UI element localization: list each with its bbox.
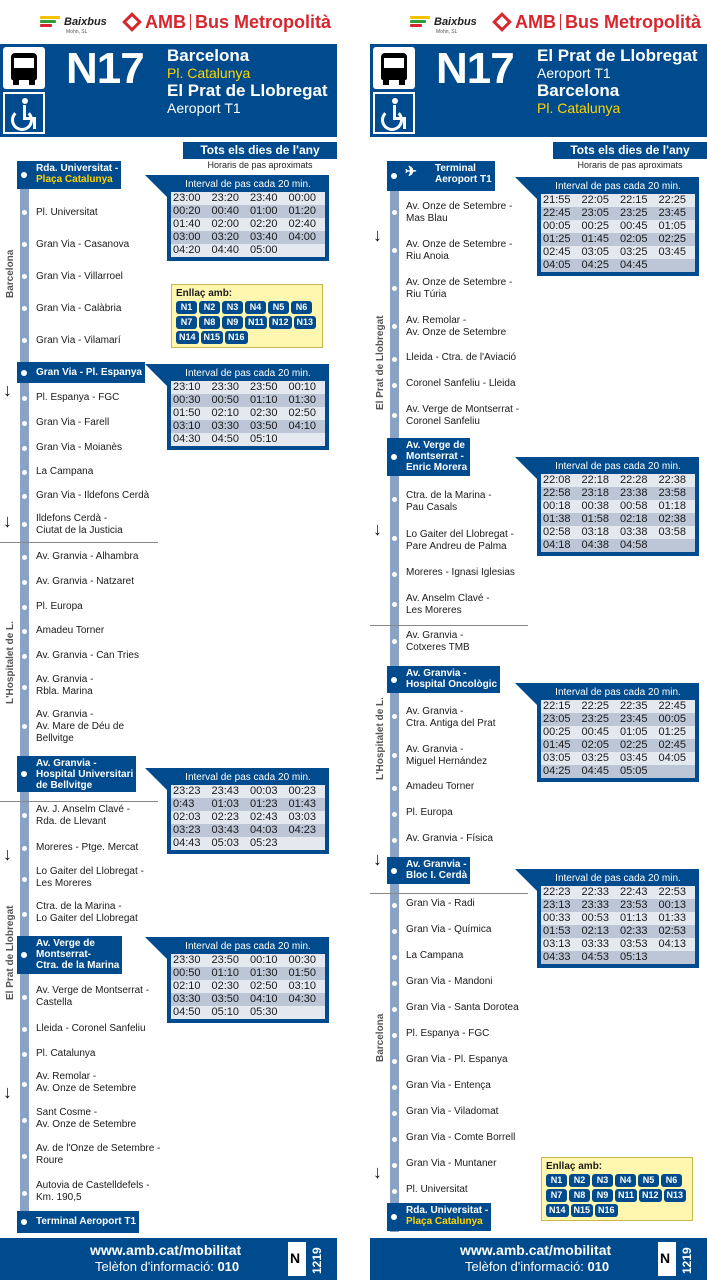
schedule-table: 22:08 22:18 22:28 22:38 22:58 23:18 23:38 23:58 00:18 00:38 00:58 01:18 01:38 01:58 02:18 02:38 02:58 03:18 03:38 03:58 04:18 04:38 04:58 bbox=[541, 474, 695, 552]
stop-dot bbox=[22, 421, 27, 426]
wheelchair-icon bbox=[3, 92, 45, 134]
destination-2-sub: Aeroport T1 bbox=[167, 100, 241, 116]
route-track bbox=[20, 162, 29, 1232]
direction-arrow-icon: ↓ bbox=[3, 511, 12, 531]
connection-chip: N7 bbox=[546, 1189, 567, 1202]
major-stop: ✈ Terminal Aeroport T1 bbox=[387, 161, 495, 191]
stop: Ctra. de la Marina - Pau Casals bbox=[406, 490, 492, 513]
bus-icon bbox=[3, 47, 45, 89]
connection-chip: N16 bbox=[595, 1204, 618, 1217]
stop: Gran Via - Villarroel bbox=[36, 271, 123, 282]
stop-dot bbox=[392, 955, 397, 960]
destination-2: Barcelona bbox=[537, 81, 620, 100]
zone-label: Barcelona bbox=[375, 1013, 386, 1062]
direction-arrow-icon: ↓ bbox=[373, 849, 382, 869]
stop: Sant Cosme - Av. Onze de Setembre bbox=[36, 1107, 137, 1130]
stop: Av. Granvia - Alhambra bbox=[36, 551, 139, 562]
stop: Gran Via - Muntaner bbox=[406, 1158, 497, 1169]
destination-1: Barcelona bbox=[167, 46, 250, 65]
stop-dot bbox=[392, 1007, 397, 1012]
stop-dot bbox=[392, 714, 397, 719]
airplane-icon: ✈ bbox=[405, 163, 417, 179]
stop: Ctra. de la Marina - Lo Gaiter del Llobregat bbox=[36, 901, 138, 924]
connection-chip: N15 bbox=[201, 331, 224, 344]
night-bus-icon: N bbox=[288, 1242, 306, 1276]
logos-bar: Baixbus Mohn, SL AMB Bus Metropolità bbox=[0, 8, 337, 40]
schedule-table: 23:00 23:20 23:40 00:00 00:20 00:40 01:00 01:20 01:40 02:00 02:20 02:40 03:00 03:20 03:40 04:00 04:20 04:40 05:00 bbox=[171, 192, 325, 257]
zone-label: L'Hospitalet de L. bbox=[5, 621, 16, 704]
stop-dot bbox=[392, 1111, 397, 1116]
stop-dot bbox=[22, 1052, 27, 1057]
destination-1: El Prat de Llobregat bbox=[537, 46, 698, 65]
connection-chip: N3 bbox=[592, 1174, 613, 1187]
major-stop: Terminal Aeroport T1 bbox=[17, 1211, 139, 1233]
stop-dot bbox=[392, 1059, 397, 1064]
stop-dot bbox=[22, 494, 27, 499]
stop: Lo Gaiter del Llobregat - Les Moreres bbox=[36, 866, 144, 889]
connection-chip: N11 bbox=[615, 1189, 637, 1202]
connection-chip: N5 bbox=[638, 1174, 659, 1187]
stop: Gran Via - Moianès bbox=[36, 442, 122, 453]
connection-chip: N2 bbox=[569, 1174, 590, 1187]
destination-1-sub: Pl. Catalunya bbox=[167, 65, 251, 81]
stop: Av. Verge de Montserrat - Castella bbox=[36, 985, 150, 1008]
stop: Av. Onze de Setembre - Riu Túria bbox=[406, 277, 513, 300]
direction-arrow-icon: ↓ bbox=[373, 519, 382, 539]
zone-label: L'Hospitalet de L. bbox=[375, 697, 386, 780]
connection-chip: N9 bbox=[222, 316, 243, 329]
connection-chip: N7 bbox=[176, 316, 197, 329]
stop: Av. Verge de Montserrat - Coronel Sanfeliu bbox=[406, 404, 520, 427]
left-timetable bbox=[0, 0, 337, 1280]
stop: Pl. Espanya - FGC bbox=[406, 1028, 490, 1039]
stop-dot bbox=[22, 1154, 27, 1159]
stop: Av. Onze de Setembre - Mas Blau bbox=[406, 201, 513, 224]
connections-box: Enllaç amb: N1 N2 N3 N4 N5 N6 N7 N8 N9 N11 N12 N13 N14 N15 N16 bbox=[541, 1157, 693, 1221]
sheet-code: 1219 bbox=[310, 1247, 324, 1274]
stop: Amadeu Torner bbox=[36, 625, 105, 636]
stop: Moreres - Ptge. Mercat bbox=[36, 842, 139, 853]
stop-dot bbox=[22, 446, 27, 451]
stop-dot bbox=[22, 522, 27, 527]
connection-chip: N6 bbox=[291, 301, 312, 314]
direction-arrow-icon: ↓ bbox=[373, 225, 382, 245]
connection-chip: N4 bbox=[615, 1174, 636, 1187]
stop: Amadeu Torner bbox=[406, 781, 475, 792]
connection-chip: N14 bbox=[176, 331, 199, 344]
destination-1-sub: Aeroport T1 bbox=[537, 65, 611, 81]
schedule-table: 23:23 23:43 00:03 00:23 0:43 01:03 01:23 01:43 02:03 02:23 02:43 03:03 03:23 03:43 04:03 04:23 04:43 05:03 05:23 bbox=[171, 785, 325, 850]
bus-icon bbox=[373, 47, 415, 89]
destination-2-sub: Pl. Catalunya bbox=[537, 100, 621, 116]
stop-dot bbox=[22, 555, 27, 560]
amb-logo: AMB Bus Metropolità bbox=[495, 12, 701, 33]
connection-chip: N3 bbox=[222, 301, 243, 314]
connection-chip: N16 bbox=[225, 331, 248, 344]
stop: Av. Granvia - Natzaret bbox=[36, 576, 134, 587]
major-stop: Av. Granvia - Bloc I. Cerdà bbox=[387, 857, 470, 884]
zone-label: El Prat de Llobregat bbox=[375, 315, 386, 410]
stop-dot bbox=[392, 1085, 397, 1090]
connection-chip: N8 bbox=[199, 316, 220, 329]
zone-divider bbox=[370, 625, 528, 626]
stop: Av. de l'Onze de Setembre - Roure bbox=[36, 1143, 161, 1166]
stop-dot bbox=[22, 396, 27, 401]
connection-chip: N1 bbox=[546, 1174, 567, 1187]
stop: Pl. Espanya - FGC bbox=[36, 392, 120, 403]
stop: Gran Via - Farell bbox=[36, 417, 110, 428]
stop: Autovia de Castelldefels - Km. 190,5 bbox=[36, 1180, 150, 1203]
schedule-panel: Interval de pas cada 20 min. 23:30 23:50 00:10 00:30 00:50 01:10 01:30 01:50 02:10 02:30 02:50 03:10 03:30 03:50 04:10 04:30 04:50 05:10 05:30 bbox=[167, 937, 329, 1023]
amb-logo: AMB Bus Metropolità bbox=[125, 12, 331, 33]
stop-dot bbox=[22, 846, 27, 851]
stop: Lleida - Ctra. de l'Aviació bbox=[406, 352, 517, 363]
stop: Av. Remolar - Av. Onze de Setembre bbox=[36, 1071, 137, 1094]
service-days: Tots els dies de l'any bbox=[553, 142, 707, 159]
schedule-panel: Interval de pas cada 20 min. 21:55 22:05 22:15 22:25 22:45 23:05 23:25 23:45 00:05 00:25 00:45 01:05 01:25 01:45 02:05 02:25 02:45 03:05 03:25 03:45 04:05 04:25 04:45 bbox=[537, 177, 699, 276]
stop: Pl. Universitat bbox=[406, 1184, 468, 1195]
connection-chip: N13 bbox=[294, 316, 317, 329]
stop: Av. Granvia - Rbla. Marina bbox=[36, 674, 94, 697]
connection-chip: N13 bbox=[664, 1189, 687, 1202]
stop-dot bbox=[392, 497, 397, 502]
stop: Av. J. Anselm Clavé - Rda. de Llevant bbox=[36, 804, 131, 827]
stop-dot bbox=[392, 286, 397, 291]
direction-arrow-icon: ↓ bbox=[373, 1162, 382, 1182]
major-stop: Av. Granvia - Hospital Oncològic bbox=[387, 666, 500, 693]
stop-dot bbox=[392, 1163, 397, 1168]
stop-dot bbox=[392, 1137, 397, 1142]
stop-dot bbox=[392, 929, 397, 934]
logos-bar: Baixbus Mohn, SL AMB Bus Metropolità bbox=[370, 8, 707, 40]
stop: Av. Granvia - Cotxeres TMB bbox=[406, 630, 470, 653]
stop-dot bbox=[22, 629, 27, 634]
zone-divider bbox=[0, 542, 158, 543]
route-header bbox=[0, 44, 337, 137]
destination-2: El Prat de Llobregat bbox=[167, 81, 328, 100]
stop: Gran Via - Química bbox=[406, 924, 492, 935]
stop: Gran Via - Pl. Espanya bbox=[406, 1054, 508, 1065]
website-link[interactable]: www.amb.cat/mobilitat bbox=[460, 1242, 612, 1258]
night-bus-icon: N bbox=[658, 1242, 676, 1276]
stop-dot bbox=[392, 786, 397, 791]
major-stop: Gran Via - Pl. Espanya bbox=[17, 362, 145, 383]
stop: Gran Via - Ildefons Cerdà bbox=[36, 490, 150, 501]
schedule-table: 23:30 23:50 00:10 00:30 00:50 01:10 01:30 01:50 02:10 02:30 02:50 03:10 03:30 03:50 04:10 04:30 04:50 05:10 05:30 bbox=[171, 954, 325, 1019]
stop-dot bbox=[392, 413, 397, 418]
connection-chip: N6 bbox=[661, 1174, 682, 1187]
major-stop: Av. Verge de Montserrat - Enric Morera bbox=[387, 438, 470, 476]
stop: Gran Via - Casanova bbox=[36, 239, 130, 250]
connection-chip: N15 bbox=[571, 1204, 594, 1217]
stop-dot bbox=[392, 1033, 397, 1038]
schedule-panel: Interval de pas cada 20 min. 22:23 22:33 22:43 22:53 23:13 23:33 23:53 00:13 00:33 00:53 01:13 01:33 01:53 02:13 02:33 02:53 03:13 03:33 03:53 04:13 04:33 04:53 05:13 bbox=[537, 869, 699, 968]
stop: Av. Onze de Setembre - Riu Anoia bbox=[406, 239, 513, 262]
stop: Gran Via - Viladomat bbox=[406, 1106, 499, 1117]
stop: Gran Via - Vilamarí bbox=[36, 335, 121, 346]
stop-dot bbox=[22, 470, 27, 475]
stop-dot bbox=[22, 580, 27, 585]
wheelchair-icon bbox=[373, 92, 415, 134]
stop-dot bbox=[392, 248, 397, 253]
connection-chip: N5 bbox=[268, 301, 289, 314]
stop-dot bbox=[22, 1027, 27, 1032]
service-days: Tots els dies de l'any bbox=[183, 142, 337, 159]
amb-diamond-icon bbox=[122, 12, 142, 32]
connection-chip: N8 bbox=[569, 1189, 590, 1202]
schedule-table: 22:15 22:25 22:35 22:45 23:05 23:25 23:45 00:05 00:25 00:45 01:05 01:25 01:45 02:05 02:25 02:45 03:05 03:25 03:45 04:05 04:25 04:45 05:05 bbox=[541, 700, 695, 778]
approx-note: Horaris de pas aproximats bbox=[207, 160, 313, 170]
schedule-table: 21:55 22:05 22:15 22:25 22:45 23:05 23:25 23:45 00:05 00:25 00:45 01:05 01:25 01:45 02:05 02:25 02:45 03:05 03:25 03:45 04:05 04:25 04:45 bbox=[541, 194, 695, 272]
schedule-panel: Interval de pas cada 20 min. 22:15 22:25 22:35 22:45 23:05 23:25 23:45 00:05 00:25 00:45 01:05 01:25 01:45 02:05 02:25 02:45 03:05 03:25 03:45 04:05 04:25 04:45 05:05 bbox=[537, 683, 699, 782]
stop: Pl. Europa bbox=[36, 601, 83, 612]
stop-dot bbox=[22, 724, 27, 729]
stop-dot bbox=[22, 306, 27, 311]
amb-diamond-icon bbox=[492, 12, 512, 32]
stop: La Campana bbox=[36, 466, 94, 477]
stop: Av. Anselm Clavé - Les Moreres bbox=[406, 593, 490, 616]
stop: Av. Granvia - Ctra. Antiga del Prat bbox=[406, 706, 496, 729]
stop: Lleida - Coronel Sanfeliu bbox=[36, 1023, 146, 1034]
stop: Lo Gaiter del Llobregat - Pare Andreu de Palma bbox=[406, 529, 514, 552]
stop-dot bbox=[392, 357, 397, 362]
stop-dot bbox=[392, 903, 397, 908]
stop: Av. Granvia - Can Tries bbox=[36, 650, 139, 661]
stop: Coronel Sanfeliu - Lleida bbox=[406, 378, 516, 389]
stop-dot bbox=[22, 338, 27, 343]
stop-dot bbox=[392, 1189, 397, 1194]
stop-dot bbox=[22, 813, 27, 818]
connection-chip: N9 bbox=[592, 1189, 613, 1202]
schedule-panel: Interval de pas cada 20 min. 23:00 23:20 23:40 00:00 00:20 00:40 01:00 01:20 01:40 02:00 02:20 02:40 03:00 03:20 03:40 04:00 04:20 04:40 05:00 bbox=[167, 175, 329, 261]
stop-dot bbox=[392, 602, 397, 607]
stop-dot bbox=[392, 210, 397, 215]
sheet-code: 1219 bbox=[680, 1247, 694, 1274]
stop: Gran Via - Calàbria bbox=[36, 303, 122, 314]
stop: Gran Via - Santa Dorotea bbox=[406, 1002, 519, 1013]
zone-label: Barcelona bbox=[5, 249, 16, 298]
stop: Av. Granvia - Física bbox=[406, 833, 493, 844]
connection-chip: N14 bbox=[546, 1204, 569, 1217]
direction-arrow-icon: ↓ bbox=[3, 844, 12, 864]
connection-chip: N1 bbox=[176, 301, 197, 314]
stop: Gran Via - Entença bbox=[406, 1080, 491, 1091]
connection-chip: N2 bbox=[199, 301, 220, 314]
stop-dot bbox=[392, 753, 397, 758]
stop-dot bbox=[392, 812, 397, 817]
stop-dot bbox=[22, 912, 27, 917]
approx-note: Horaris de pas aproximats bbox=[577, 160, 683, 170]
major-stop: Av. Verge de Montserrat- Ctra. de la Marina bbox=[17, 936, 122, 974]
connection-chip: N12 bbox=[639, 1189, 662, 1202]
stop-dot bbox=[22, 605, 27, 610]
schedule-table: 22:23 22:33 22:43 22:53 23:13 23:33 23:53 00:13 00:33 00:53 01:13 01:33 01:53 02:13 02:33 02:53 03:13 03:33 03:53 04:13 04:33 04:53 05:13 bbox=[541, 886, 695, 964]
stop-dot bbox=[392, 324, 397, 329]
stop-dot bbox=[22, 274, 27, 279]
major-stop: Rda. Universitat - Plaça Catalunya bbox=[17, 161, 121, 189]
phone-info: Telèfon d'informació: 010 bbox=[465, 1259, 610, 1274]
schedule-panel: Interval de pas cada 20 min. 23:23 23:43 00:03 00:23 0:43 01:03 01:23 01:43 02:03 02:23 02:43 03:03 03:23 03:43 04:03 04:23 04:43 05:03 05:23 bbox=[167, 768, 329, 854]
stop-dot bbox=[22, 1118, 27, 1123]
direction-arrow-icon: ↓ bbox=[3, 380, 12, 400]
route-header bbox=[370, 44, 707, 137]
stop: Av. Remolar - Av. Onze de Setembre bbox=[406, 315, 507, 338]
stop: Gran Via - Mandoni bbox=[406, 976, 493, 987]
stop-dot bbox=[392, 572, 397, 577]
schedule-panel: Interval de pas cada 20 min. 22:08 22:18 22:28 22:38 22:58 23:18 23:38 23:58 00:18 00:38 00:58 01:18 01:38 01:58 02:18 02:38 02:58 03:18 03:38 03:58 04:18 04:38 04:58 bbox=[537, 457, 699, 556]
website-link[interactable]: www.amb.cat/mobilitat bbox=[90, 1242, 242, 1258]
zone-label: El Prat de Llobregat bbox=[5, 905, 16, 1000]
stop-dot bbox=[22, 1082, 27, 1087]
connection-chip: N11 bbox=[245, 316, 267, 329]
stop: Ildefons Cerdà - Ciutat de la Justicia bbox=[36, 513, 123, 536]
stop-dot bbox=[392, 383, 397, 388]
line-code: N17 bbox=[66, 44, 144, 93]
schedule-table: 23:10 23:30 23:50 00:10 00:30 00:50 01:10 01:30 01:50 02:10 02:30 02:50 03:10 03:30 03:50 04:10 04:30 04:50 05:10 bbox=[171, 381, 325, 446]
phone-info: Telèfon d'informació: 010 bbox=[95, 1259, 240, 1274]
stop: Moreres - Ignasi Iglesias bbox=[406, 567, 515, 578]
stop-dot bbox=[22, 995, 27, 1000]
stop-dot bbox=[392, 981, 397, 986]
stop-dot bbox=[392, 838, 397, 843]
stop-dot bbox=[22, 242, 27, 247]
stop-dot bbox=[22, 685, 27, 690]
stop: Pl. Europa bbox=[406, 807, 453, 818]
stop: Av. Granvia - Av. Mare de Déu de Bellvitge bbox=[36, 709, 125, 744]
stop: Pl. Universitat bbox=[36, 207, 98, 218]
stop: Pl. Catalunya bbox=[36, 1048, 96, 1059]
major-stop: Av. Granvia - Hospital Universitari de Bellvitge bbox=[17, 756, 136, 792]
footer bbox=[370, 1238, 707, 1280]
zone-divider bbox=[370, 893, 528, 894]
stop: Gran Via - Radi bbox=[406, 898, 475, 909]
stop-dot bbox=[22, 1191, 27, 1196]
connections-box: Enllaç amb: N1 N2 N3 N4 N5 N6 N7 N8 N9 N11 N12 N13 N14 N15 N16 bbox=[171, 284, 323, 348]
footer bbox=[0, 1238, 337, 1280]
stop: Av. Granvia - Miguel Hernández bbox=[406, 744, 488, 767]
zone-divider bbox=[0, 801, 158, 802]
stop-dot bbox=[22, 877, 27, 882]
route-track bbox=[390, 162, 399, 1232]
stop-dot bbox=[392, 639, 397, 644]
schedule-panel: Interval de pas cada 20 min. 23:10 23:30 23:50 00:10 00:30 00:50 01:10 01:30 01:50 02:10 02:30 02:50 03:10 03:30 03:50 04:10 04:30 04:50 05:10 bbox=[167, 364, 329, 450]
stop-dot bbox=[392, 536, 397, 541]
major-stop: Rda. Universitat - Plaça Catalunya bbox=[387, 1203, 491, 1231]
connection-chip: N4 bbox=[245, 301, 266, 314]
stop: La Campana bbox=[406, 950, 464, 961]
line-code: N17 bbox=[436, 44, 514, 93]
stop-dot bbox=[22, 210, 27, 215]
direction-arrow-icon: ↓ bbox=[3, 1082, 12, 1102]
connection-chip: N12 bbox=[269, 316, 292, 329]
stop: Gran Via - Comte Borrell bbox=[406, 1132, 516, 1143]
stop-dot bbox=[22, 654, 27, 659]
right-timetable bbox=[370, 0, 707, 1280]
